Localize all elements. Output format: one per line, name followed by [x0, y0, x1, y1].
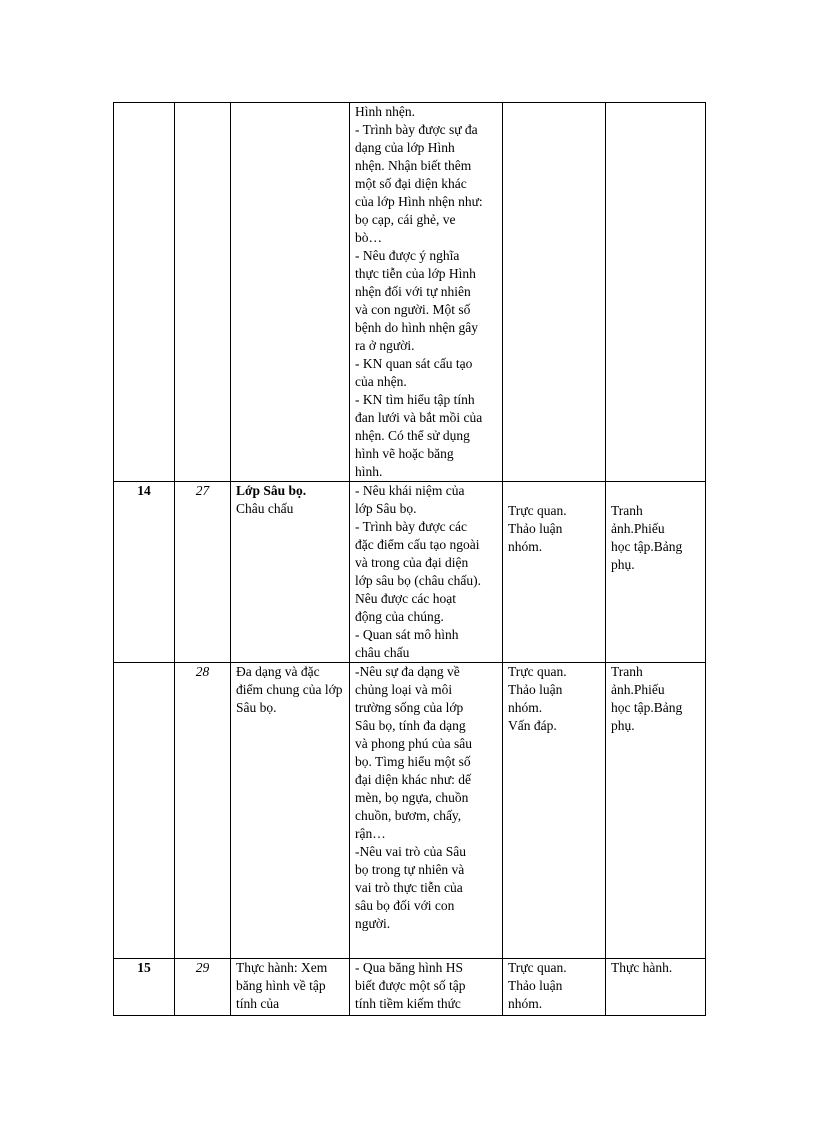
objective-line: - Trình bày được sự đa [355, 122, 478, 137]
week-cell: 15 [114, 959, 175, 1016]
title-cell [231, 663, 350, 959]
objectives-cell [350, 482, 503, 663]
methods-cell [503, 103, 606, 482]
objective-line: biết được một số tập [355, 978, 466, 993]
objective-line: và phong phú của sâu [355, 736, 472, 751]
methods-cell [503, 959, 606, 1016]
objective-line: dạng của lớp Hình [355, 140, 455, 155]
objective-line: Nêu được các hoạt [355, 591, 457, 606]
method-line: Trực quan. [508, 960, 567, 975]
materials-cell [606, 103, 706, 482]
objective-line: của nhện. [355, 374, 407, 389]
week-cell [114, 663, 175, 959]
lesson-cell: 29 [175, 959, 231, 1016]
material-line: học tập.Bảng [611, 700, 683, 715]
objective-line: Sâu bọ, tính đa dạng [355, 718, 466, 733]
method-line: Vấn đáp. [508, 718, 557, 733]
objective-line: trường sống của lớp [355, 700, 464, 715]
materials-cell [606, 482, 706, 663]
week-cell: 14 [114, 482, 175, 663]
objective-line: - Nêu được ý nghĩa [355, 248, 460, 263]
objective-line: - Qua băng hình HS [355, 960, 463, 975]
objective-line: người. [355, 916, 391, 931]
method-line: Trực quan. [508, 503, 567, 518]
objective-line: - KN tìm hiểu tập tính [355, 392, 475, 407]
material-line: ảnh.Phiếu [611, 682, 665, 697]
lesson-plan-table [113, 102, 706, 1016]
objective-line: nhện. Có thể sử dụng [355, 428, 470, 443]
method-line: Thảo luận [508, 682, 563, 697]
lesson-title: Đa dạng và đặc điểm chung của lớp Sâu bọ. [236, 664, 343, 715]
lesson-cell: 27 [175, 482, 231, 663]
objective-line: -Nêu sự đa dạng về [355, 664, 460, 679]
method-line: Thảo luận [508, 521, 563, 536]
objective-line: sâu bọ đối với con [355, 898, 455, 913]
objective-line: -Nêu vai trò của Sâu [355, 844, 466, 859]
material-line: Thực hành. [611, 960, 673, 975]
materials-cell [606, 663, 706, 959]
title-cell [231, 959, 350, 1016]
objective-line: chuồn, bươm, chấy, [355, 808, 462, 823]
objective-line: thực tiễn của lớp Hình [355, 266, 476, 281]
objective-line: tính tiềm kiếm thức [355, 996, 461, 1011]
objective-line: chủng loại và môi [355, 682, 453, 697]
objective-line: hình vẽ hoặc băng [355, 446, 454, 461]
objective-line: bệnh do hình nhện gây [355, 320, 478, 335]
objective-line: bọ trong tự nhiên và [355, 862, 465, 877]
lesson-title: Thực hành: Xem băng hình về tập tính của [236, 960, 328, 1011]
objective-line: lớp Sâu bọ. [355, 501, 417, 516]
week-cell [114, 103, 175, 482]
objective-line: mèn, bọ ngựa, chuồn [355, 790, 469, 805]
objective-line: bò… [355, 230, 382, 245]
material-line: Tranh [611, 664, 643, 679]
objective-line: nhện đối với tự nhiên [355, 284, 471, 299]
method-line: Trực quan. [508, 664, 567, 679]
method-line: nhóm. [508, 996, 543, 1011]
objective-line: và con người. Một số [355, 302, 471, 317]
objective-line: một số đại diện khác [355, 176, 467, 191]
materials-cell [606, 959, 706, 1016]
title-cell [231, 482, 350, 663]
objective-line: đại diện khác như: dế [355, 772, 472, 787]
method-line: nhóm. [508, 539, 543, 554]
material-line: phụ. [611, 718, 635, 733]
objective-line: và trong của đại diện [355, 555, 469, 570]
objective-line: đặc điểm cấu tạo ngoài [355, 537, 480, 552]
objective-line: động của chúng. [355, 609, 444, 624]
lesson-title-bold: Lớp Sâu bọ. [236, 483, 307, 498]
objective-line: nhện. Nhận biết thêm [355, 158, 472, 173]
objectives-cell [350, 663, 503, 959]
material-line: Tranh [611, 503, 643, 518]
objective-line: bọ cạp, cái ghẻ, ve [355, 212, 456, 227]
objective-line: lớp sâu bọ (châu chấu). [355, 573, 481, 588]
material-line: học tập.Bảng [611, 539, 683, 554]
objective-line: của lớp Hình nhện như: [355, 194, 483, 209]
material-line: phụ. [611, 557, 635, 572]
objective-line: Hình nhện. [355, 104, 415, 119]
objective-line: đan lưới và bắt mồi của [355, 410, 483, 425]
methods-cell [503, 482, 606, 663]
lesson-cell [175, 103, 231, 482]
objective-line: hình. [355, 464, 383, 479]
objective-line: - Nêu khái niệm của [355, 483, 465, 498]
methods-cell [503, 663, 606, 959]
objective-line: - Quan sát mô hình [355, 627, 459, 642]
objective-line: - KN quan sát cấu tạo [355, 356, 473, 371]
objective-line: bọ. Tìmg hiểu một số [355, 754, 471, 769]
objectives-cell [350, 959, 503, 1016]
lesson-title: Châu chấu [236, 501, 294, 516]
title-cell [231, 103, 350, 482]
material-line: ảnh.Phiếu [611, 521, 665, 536]
method-line: nhóm. [508, 700, 543, 715]
table-row [114, 959, 706, 1016]
table-row [114, 103, 706, 482]
objective-line: - Trình bày được các [355, 519, 467, 534]
objective-line: ra ở người. [355, 338, 415, 353]
objective-line: vai trò thực tiễn của [355, 880, 463, 895]
table-row [114, 663, 706, 959]
lesson-cell: 28 [175, 663, 231, 959]
objective-line: châu chấu [355, 645, 410, 660]
table-row [114, 482, 706, 663]
objectives-cell [350, 103, 503, 482]
method-line: Thảo luận [508, 978, 563, 993]
objective-line: rận… [355, 826, 386, 841]
